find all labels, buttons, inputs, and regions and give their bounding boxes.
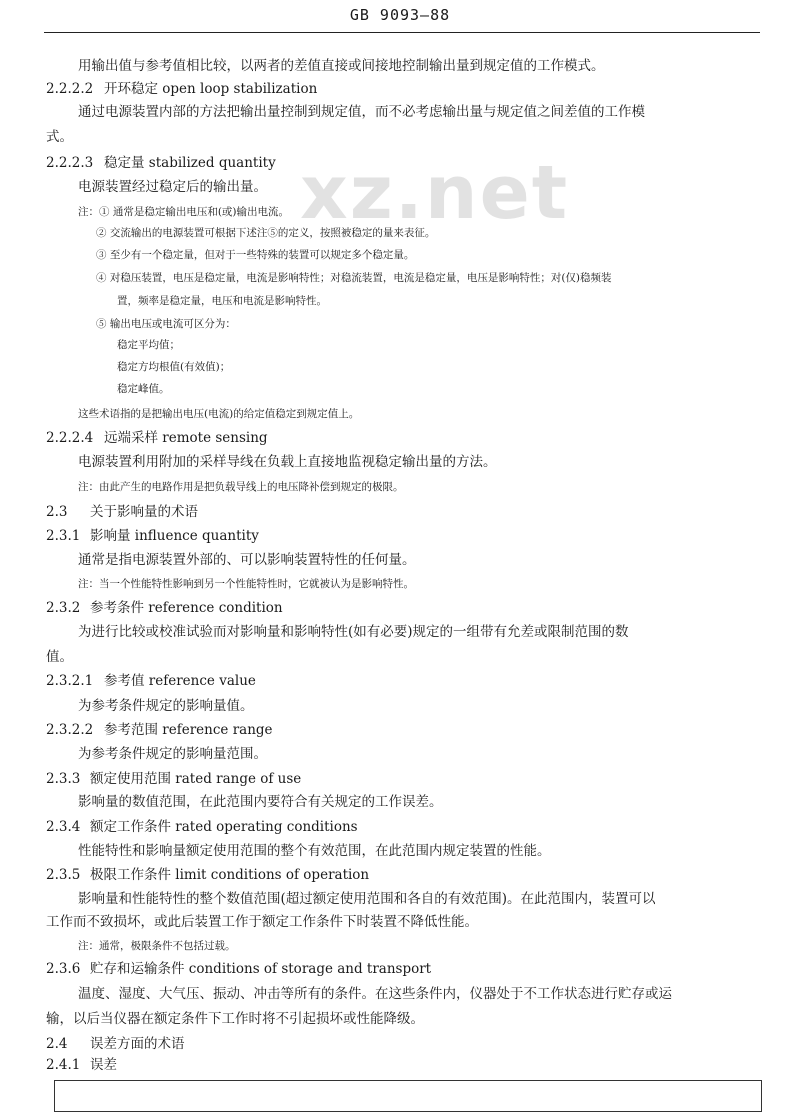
body-line: 电源装置经过稳定后的输出量。 [78, 179, 267, 195]
note-line: ④ 对稳压装置，电压是稳定量，电流是影响特性；对稳流装置，电流是稳定量，电压是影响特性；对(仅)稳频装 [96, 272, 612, 284]
body-line: 电源装置利用附加的采样导线在负载上直接地监视稳定输出量的方法。 [78, 454, 497, 470]
section-title: 误差方面的术语 [90, 1036, 185, 1052]
note-line: ② 交流输出的电源装置可根据下述注⑤的定义，按照被稳定的量来表征。 [96, 227, 436, 239]
note-line: ⑤ 输出电压或电流可区分为： [96, 318, 236, 330]
note-line: 这些术语指的是把输出电压(电流)的给定值稳定到规定值上。 [78, 408, 360, 420]
section-number: 2.3.5 [46, 867, 81, 883]
section-number: 2.3.1 [46, 528, 81, 544]
section-title: 参考范围 reference range [104, 722, 273, 738]
body-line: 影响量的数值范围，在此范围内要符合有关规定的工作误差。 [78, 794, 443, 810]
body-line: 通常是指电源装置外部的、可以影响装置特性的任何量。 [78, 552, 416, 568]
note-line: 稳定峰值。 [117, 383, 170, 395]
section-heading [46, 1056, 117, 1074]
section-number: 2.3.6 [46, 961, 81, 977]
section-title: 开环稳定 open loop stabilization [104, 81, 318, 97]
body-line: 式。 [46, 129, 73, 145]
note-line: 注：当一个性能特性影响到另一个性能特性时，它就被认为是影响特性。 [78, 578, 414, 590]
section-heading [46, 599, 283, 617]
section-title: 影响量 influence quantity [90, 528, 259, 544]
note-line: 注：① 通常是稳定输出电压和(或)输出电流。 [78, 206, 290, 218]
body-line: 输，以后当仪器在额定条件下工作时将不引起损坏或性能降级。 [46, 1011, 424, 1027]
section-number: 2.3 [46, 504, 68, 520]
section-title: 极限工作条件 limit conditions of operation [90, 867, 370, 883]
section-number: 2.4.1 [46, 1057, 81, 1073]
body-line: 通过电源装置内部的方法把输出量控制到规定值，而不必考虑输出量与规定值之间差值的工作模 [78, 104, 645, 120]
section-heading [46, 721, 273, 739]
body-line: 为参考条件规定的影响量值。 [78, 698, 254, 714]
section-title: 额定工作条件 rated operating conditions [90, 819, 358, 835]
body-line: 用输出值与参考值相比较，以两者的差值直接或间接地控制输出量到规定值的工作模式。 [78, 58, 605, 74]
section-heading [46, 672, 256, 690]
body-line: 值。 [46, 649, 73, 665]
section-heading [46, 770, 301, 788]
note-line: 置，频率是稳定量，电压和电流是影响特性。 [117, 295, 327, 307]
section-heading [46, 818, 358, 836]
section-title: 误差 [90, 1057, 117, 1073]
body-line: 性能特性和影响量额定使用范围的整个有效范围，在此范围内规定装置的性能。 [78, 843, 551, 859]
section-title: 稳定量 stabilized quantity [104, 155, 276, 171]
section-heading [46, 154, 276, 172]
section-number: 2.3.2.1 [46, 673, 94, 689]
section-heading [46, 960, 431, 978]
standard-code-header: GB 9093—88 [349, 6, 451, 24]
body-line: 为参考条件规定的影响量范围。 [78, 746, 267, 762]
section-number: 2.2.2.4 [46, 430, 94, 446]
section-number: 2.3.2 [46, 600, 81, 616]
header-rule [44, 32, 760, 33]
body-line: 为进行比较或校准试验而对影响量和影响特性(如有必要)规定的一组带有允差或限制范围的数 [78, 624, 629, 640]
body-line: 温度、湿度、大气压、振动、冲击等所有的条件。在这些条件内，仪器处于不工作状态进行贮存或运 [78, 986, 672, 1002]
section-number: 2.3.3 [46, 771, 81, 787]
section-heading [46, 527, 259, 545]
note-line: 注：通常，极限条件不包括过载。 [78, 940, 236, 952]
section-title: 额定使用范围 rated range of use [90, 771, 302, 787]
note-line: 稳定平均值； [117, 339, 180, 351]
section-title: 参考条件 reference condition [90, 600, 283, 616]
section-title: 贮存和运输条件 conditions of storage and transport [90, 961, 432, 977]
section-heading [46, 866, 369, 884]
section-number: 2.4 [46, 1036, 68, 1052]
section-number: 2.2.2.2 [46, 81, 94, 97]
section-heading [46, 503, 198, 521]
section-heading [46, 429, 268, 447]
section-number: 2.3.4 [46, 819, 81, 835]
body-line: 工作而不致损坏，或此后装置工作于额定工作条件下时装置不降低性能。 [46, 914, 478, 930]
section-title: 远端采样 remote sensing [104, 430, 268, 446]
body-line: 影响量和性能特性的整个数值范围(超过额定使用范围和各自的有效范围)。在此范围内，装置可以 [78, 891, 656, 907]
section-title: 关于影响量的术语 [90, 504, 198, 520]
section-title: 参考值 reference value [104, 673, 256, 689]
section-heading [46, 80, 317, 98]
watermark: xz.net [300, 150, 570, 236]
bottom-table-border [54, 1080, 762, 1112]
section-number: 2.2.2.3 [46, 155, 94, 171]
section-number: 2.3.2.2 [46, 722, 94, 738]
note-line: ③ 至少有一个稳定量，但对于一些特殊的装置可以规定多个稳定量。 [96, 249, 415, 261]
note-line: 注：由此产生的电路作用是把负载导线上的电压降补偿到规定的极限。 [78, 481, 404, 493]
note-line: 稳定方均根值(有效值)； [117, 361, 231, 373]
section-heading [46, 1035, 185, 1053]
